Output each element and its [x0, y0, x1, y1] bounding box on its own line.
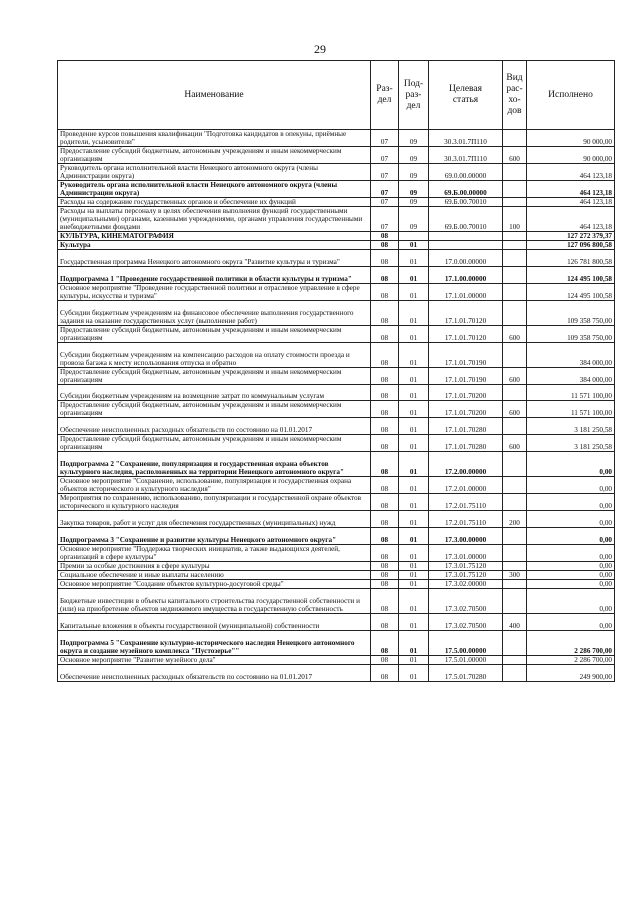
budget-table — [57, 60, 615, 682]
row-vid: 600 — [503, 326, 527, 343]
row-podrazdel: 01 — [399, 435, 429, 452]
row-vid — [503, 232, 527, 241]
header-podrazdel: Под- раз- дел — [399, 61, 429, 130]
row-name: Предоставление субсидий бюджетным, автономным учреждениям и иным некоммерческим организациям — [58, 326, 371, 343]
row-target: 17.1.01.70280 — [429, 435, 503, 452]
row-done: 0,00 — [527, 494, 615, 511]
row-done: 127 272 379,37 — [527, 232, 615, 241]
row-razdel: 07 — [371, 207, 399, 232]
row-name: Предоставление субсидий бюджетным, автономным учреждениям и иным некоммерческим организациям — [58, 401, 371, 418]
table-row — [58, 250, 615, 267]
row-done: 124 495 100,58 — [527, 284, 615, 301]
row-razdel: 08 — [371, 562, 399, 571]
row-podrazdel: 01 — [399, 385, 429, 401]
row-razdel: 08 — [371, 232, 399, 241]
row-razdel: 08 — [371, 435, 399, 452]
row-done: 0,00 — [527, 452, 615, 477]
row-target: 17.1.01.70190 — [429, 343, 503, 368]
table-row — [58, 130, 615, 147]
row-target: 69.Б.00.70010 — [429, 198, 503, 207]
row-target: 17.3.02.70500 — [429, 614, 503, 631]
table-row — [58, 452, 615, 477]
row-name: Предоставление субсидий бюджетным, автономным учреждениям и иным некоммерческим организациям — [58, 435, 371, 452]
row-name: Подпрограмма 3 "Сохранение и развитие культуры Ненецкого автономного округа" — [58, 528, 371, 545]
row-podrazdel: 09 — [399, 164, 429, 181]
row-target: 17.2.00.00000 — [429, 452, 503, 477]
row-target: 17.5.01.00000 — [429, 656, 503, 665]
row-done: 3 181 250,58 — [527, 418, 615, 435]
row-razdel: 08 — [371, 665, 399, 682]
row-razdel: 08 — [371, 301, 399, 326]
row-target: 17.1.00.00000 — [429, 267, 503, 284]
row-razdel: 07 — [371, 181, 399, 198]
row-target: 17.1.01.70280 — [429, 418, 503, 435]
table-row — [58, 511, 615, 528]
row-razdel: 08 — [371, 368, 399, 385]
table-row — [58, 368, 615, 385]
table-row — [58, 494, 615, 511]
row-done: 2 286 700,00 — [527, 631, 615, 656]
row-target: 30.3.01.7П110 — [429, 130, 503, 147]
row-done: 384 000,00 — [527, 343, 615, 368]
row-podrazdel: 09 — [399, 147, 429, 164]
row-done: 464 123,18 — [527, 164, 615, 181]
row-podrazdel: 09 — [399, 198, 429, 207]
table-row — [58, 198, 615, 207]
table-row — [58, 284, 615, 301]
table-row — [58, 164, 615, 181]
row-podrazdel: 01 — [399, 368, 429, 385]
row-done: 464 123,18 — [527, 207, 615, 232]
table-row — [58, 589, 615, 614]
row-razdel: 08 — [371, 284, 399, 301]
row-name: Бюджетные инвестиции в объекты капитального строительства государственной собственности и (или) на приобретение объектов недвижимого имущества в государственную собственность — [58, 589, 371, 614]
table-row — [58, 477, 615, 494]
row-name: Основное мероприятие "Создание объектов культурно-досуговой среды" — [58, 580, 371, 589]
row-razdel: 08 — [371, 241, 399, 250]
row-target: 17.5.00.00000 — [429, 631, 503, 656]
row-podrazdel: 01 — [399, 580, 429, 589]
row-target: 17.3.01.00000 — [429, 545, 503, 562]
row-razdel: 08 — [371, 401, 399, 418]
table-header-row — [58, 61, 615, 130]
row-vid — [503, 452, 527, 477]
row-podrazdel: 01 — [399, 241, 429, 250]
row-razdel: 07 — [371, 130, 399, 147]
row-done: 464 123,18 — [527, 198, 615, 207]
row-vid — [503, 130, 527, 147]
row-target: 17.2.01.75110 — [429, 511, 503, 528]
row-name: Руководитель органа исполнительной власти Ненецкого автономного округа (члены Администрации округа) — [58, 164, 371, 181]
row-vid — [503, 301, 527, 326]
row-vid — [503, 250, 527, 267]
row-razdel: 08 — [371, 545, 399, 562]
row-name: Основное мероприятие "Сохранение, использование, популяризация и государственная охрана объектов исторического и культурного наследия" — [58, 477, 371, 494]
table-row — [58, 435, 615, 452]
row-name: Субсидии бюджетным учреждениям на финансовое обеспечение выполнения государственного задания на оказание государственных услуг (выполнение работ) — [58, 301, 371, 326]
table-row — [58, 580, 615, 589]
row-done: 384 000,00 — [527, 368, 615, 385]
row-vid: 600 — [503, 147, 527, 164]
header-vid: Вид рас- хо- дов — [503, 61, 527, 130]
row-done: 249 900,00 — [527, 665, 615, 682]
row-podrazdel: 01 — [399, 494, 429, 511]
row-target: 17.3.02.70500 — [429, 589, 503, 614]
row-razdel: 08 — [371, 614, 399, 631]
row-target: 69.Б.00.00000 — [429, 181, 503, 198]
row-podrazdel: 01 — [399, 631, 429, 656]
header-razdel: Раз- дел — [371, 61, 399, 130]
row-done: 0,00 — [527, 571, 615, 580]
row-done: 464 123,18 — [527, 181, 615, 198]
row-name: Социальное обеспечение и иные выплаты населению — [58, 571, 371, 580]
row-podrazdel: 01 — [399, 301, 429, 326]
row-name: Закупка товаров, работ и услуг для обеспечения государственных (муниципальных) нужд — [58, 511, 371, 528]
row-done: 109 358 750,00 — [527, 301, 615, 326]
row-done: 90 000,00 — [527, 147, 615, 164]
row-podrazdel: 01 — [399, 511, 429, 528]
row-name: Основное мероприятие "Проведение государственной политики и отраслевое управление в сфере культуры, искусства и туризма" — [58, 284, 371, 301]
row-name: Субсидии бюджетным учреждениям на компенсацию расходов на оплату стоимости проезда и провоза багажа к месту использования отпуска и обратно — [58, 343, 371, 368]
row-target: 17.1.01.70190 — [429, 368, 503, 385]
row-done: 124 495 100,58 — [527, 267, 615, 284]
row-done: 11 571 100,00 — [527, 401, 615, 418]
row-vid: 600 — [503, 368, 527, 385]
header-done: Исполнено — [527, 61, 615, 130]
table-row — [58, 301, 615, 326]
row-razdel: 08 — [371, 656, 399, 665]
row-vid — [503, 589, 527, 614]
row-target — [429, 241, 503, 250]
row-razdel: 08 — [371, 494, 399, 511]
row-target: 69.Б.00.70010 — [429, 207, 503, 232]
row-podrazdel: 09 — [399, 207, 429, 232]
row-target: 69.0.00.00000 — [429, 164, 503, 181]
page-number: 29 — [314, 42, 326, 56]
row-podrazdel: 01 — [399, 267, 429, 284]
row-podrazdel: 09 — [399, 130, 429, 147]
row-podrazdel: 01 — [399, 562, 429, 571]
table-row — [58, 528, 615, 545]
table-row — [58, 267, 615, 284]
row-razdel: 08 — [371, 452, 399, 477]
row-razdel: 08 — [371, 250, 399, 267]
row-done: 0,00 — [527, 511, 615, 528]
row-done: 127 096 800,58 — [527, 241, 615, 250]
row-done: 0,00 — [527, 477, 615, 494]
row-razdel: 08 — [371, 571, 399, 580]
table-row — [58, 241, 615, 250]
row-razdel: 08 — [371, 511, 399, 528]
row-name: Подпрограмма 1 "Проведение государственной политики в области культуры и туризма" — [58, 267, 371, 284]
row-razdel: 08 — [371, 326, 399, 343]
row-razdel: 07 — [371, 164, 399, 181]
row-target: 17.5.01.70280 — [429, 665, 503, 682]
row-name: Мероприятия по сохранению, использованию, популяризации и государственной охране объектов исторического и культурного наследия — [58, 494, 371, 511]
row-name: Подпрограмма 2 "Сохранение, популяризация и государственная охрана объектов культурного наследия, расположенных на территории Ненецкого автономного округа" — [58, 452, 371, 477]
table-row — [58, 343, 615, 368]
row-podrazdel: 01 — [399, 545, 429, 562]
row-name: Государственная программа Ненецкого автономного округа "Развитие культуры и туризма" — [58, 250, 371, 267]
row-vid — [503, 477, 527, 494]
row-vid — [503, 580, 527, 589]
row-name: Основное мероприятие "Поддержка творческих инициатив, а также выдающихся деятелей, организаций в сфере культуры" — [58, 545, 371, 562]
row-done: 0,00 — [527, 580, 615, 589]
row-done: 0,00 — [527, 528, 615, 545]
row-podrazdel: 01 — [399, 528, 429, 545]
row-target: 17.3.00.00000 — [429, 528, 503, 545]
row-razdel: 08 — [371, 477, 399, 494]
row-podrazdel: 01 — [399, 284, 429, 301]
row-podrazdel: 01 — [399, 418, 429, 435]
row-vid: 300 — [503, 571, 527, 580]
row-vid — [503, 343, 527, 368]
row-vid — [503, 385, 527, 401]
row-name: Проведение курсов повышения квалификации "Подготовка кандидатов в опекуны, приёмные родители, усыновители" — [58, 130, 371, 147]
row-podrazdel: 01 — [399, 477, 429, 494]
row-done: 126 781 800,58 — [527, 250, 615, 267]
table-row — [58, 562, 615, 571]
table-body — [58, 130, 615, 682]
row-podrazdel: 01 — [399, 665, 429, 682]
row-razdel: 08 — [371, 580, 399, 589]
row-podrazdel: 01 — [399, 401, 429, 418]
row-razdel: 08 — [371, 589, 399, 614]
row-target: 17.0.00.00000 — [429, 250, 503, 267]
row-razdel: 08 — [371, 343, 399, 368]
row-name: Подпрограмма 5 "Сохранение культурно-исторического наследия Ненецкого автономного округа и создание музейного комплекса "Пустозерье"" — [58, 631, 371, 656]
row-target: 17.3.01.75120 — [429, 562, 503, 571]
table-row — [58, 326, 615, 343]
row-name: Премии за особые достижения в сфере культуры — [58, 562, 371, 571]
row-vid — [503, 267, 527, 284]
row-vid — [503, 181, 527, 198]
row-name: Руководитель органа исполнительной власти Ненецкого автономного округа (члены Администрации округа) — [58, 181, 371, 198]
table-row — [58, 147, 615, 164]
row-done: 90 000,00 — [527, 130, 615, 147]
row-target: 17.3.02.00000 — [429, 580, 503, 589]
row-vid — [503, 164, 527, 181]
table-row — [58, 181, 615, 198]
row-target: 17.1.01.70120 — [429, 326, 503, 343]
row-razdel: 08 — [371, 631, 399, 656]
row-target: 30.3.01.7П110 — [429, 147, 503, 164]
row-done: 3 181 250,58 — [527, 435, 615, 452]
row-vid — [503, 284, 527, 301]
row-done: 0,00 — [527, 545, 615, 562]
table-row — [58, 385, 615, 401]
row-razdel: 08 — [371, 385, 399, 401]
row-podrazdel: 01 — [399, 614, 429, 631]
row-done: 11 571 100,00 — [527, 385, 615, 401]
row-name: Основное мероприятие "Развитие музейного дела" — [58, 656, 371, 665]
row-target: 17.3.01.75120 — [429, 571, 503, 580]
row-podrazdel: 01 — [399, 250, 429, 267]
table-row — [58, 232, 615, 241]
row-name: Предоставление субсидий бюджетным, автономным учреждениям и иным некоммерческим организациям — [58, 368, 371, 385]
row-name: Расходы на содержание государственных органов и обеспечение их функций — [58, 198, 371, 207]
row-target: 17.2.01.75110 — [429, 494, 503, 511]
table-row — [58, 418, 615, 435]
row-target — [429, 232, 503, 241]
row-podrazdel: 01 — [399, 656, 429, 665]
row-vid — [503, 241, 527, 250]
row-razdel: 07 — [371, 147, 399, 164]
row-target: 17.2.01.00000 — [429, 477, 503, 494]
row-target: 17.1.01.70200 — [429, 385, 503, 401]
row-vid — [503, 545, 527, 562]
table-row — [58, 545, 615, 562]
row-vid: 400 — [503, 614, 527, 631]
row-podrazdel — [399, 232, 429, 241]
row-target: 17.1.01.00000 — [429, 284, 503, 301]
row-done: 2 286 700,00 — [527, 656, 615, 665]
row-podrazdel: 01 — [399, 589, 429, 614]
row-name: Обеспечение неисполненных расходных обязательств по состоянию на 01.01.2017 — [58, 418, 371, 435]
row-vid — [503, 494, 527, 511]
row-name: Предоставление субсидий бюджетным, автономным учреждениям и иным некоммерческим организациям — [58, 147, 371, 164]
table-row — [58, 207, 615, 232]
table-row — [58, 631, 615, 656]
row-target: 17.1.01.70120 — [429, 301, 503, 326]
row-podrazdel: 01 — [399, 326, 429, 343]
row-done: 109 358 750,00 — [527, 326, 615, 343]
row-razdel: 07 — [371, 198, 399, 207]
header-target: Целевая статья — [429, 61, 503, 130]
row-name: Субсидии бюджетным учреждениям на возмещение затрат по коммунальным услугам — [58, 385, 371, 401]
row-razdel: 08 — [371, 267, 399, 284]
row-vid: 600 — [503, 401, 527, 418]
row-vid — [503, 198, 527, 207]
row-name: Культура — [58, 241, 371, 250]
row-done: 0,00 — [527, 614, 615, 631]
row-vid — [503, 656, 527, 665]
row-vid — [503, 631, 527, 656]
row-vid: 600 — [503, 435, 527, 452]
table-row — [58, 401, 615, 418]
row-name: Капитальные вложения в объекты государственной (муниципальной) собственности — [58, 614, 371, 631]
row-razdel: 08 — [371, 528, 399, 545]
table-row — [58, 665, 615, 682]
table-row — [58, 656, 615, 665]
row-done: 0,00 — [527, 589, 615, 614]
row-name: КУЛЬТУРА, КИНЕМАТОГРАФИЯ — [58, 232, 371, 241]
table-row — [58, 571, 615, 580]
header-name: Наименование — [58, 61, 371, 130]
row-podrazdel: 01 — [399, 571, 429, 580]
row-target: 17.1.01.70200 — [429, 401, 503, 418]
row-vid — [503, 665, 527, 682]
row-vid: 100 — [503, 207, 527, 232]
table-row — [58, 614, 615, 631]
row-name: Расходы на выплаты персоналу в целях обеспечения выполнения функций государственными (муниципальными) органами, казенными учреждениями, органами управления государственными внебюджетными фондами — [58, 207, 371, 232]
row-podrazdel: 01 — [399, 343, 429, 368]
row-razdel: 08 — [371, 418, 399, 435]
row-vid: 200 — [503, 511, 527, 528]
row-vid — [503, 562, 527, 571]
row-vid — [503, 528, 527, 545]
row-podrazdel: 09 — [399, 181, 429, 198]
row-name: Обеспечение неисполненных расходных обязательств по состоянию на 01.01.2017 — [58, 665, 371, 682]
row-done: 0,00 — [527, 562, 615, 571]
row-vid — [503, 418, 527, 435]
row-podrazdel: 01 — [399, 452, 429, 477]
